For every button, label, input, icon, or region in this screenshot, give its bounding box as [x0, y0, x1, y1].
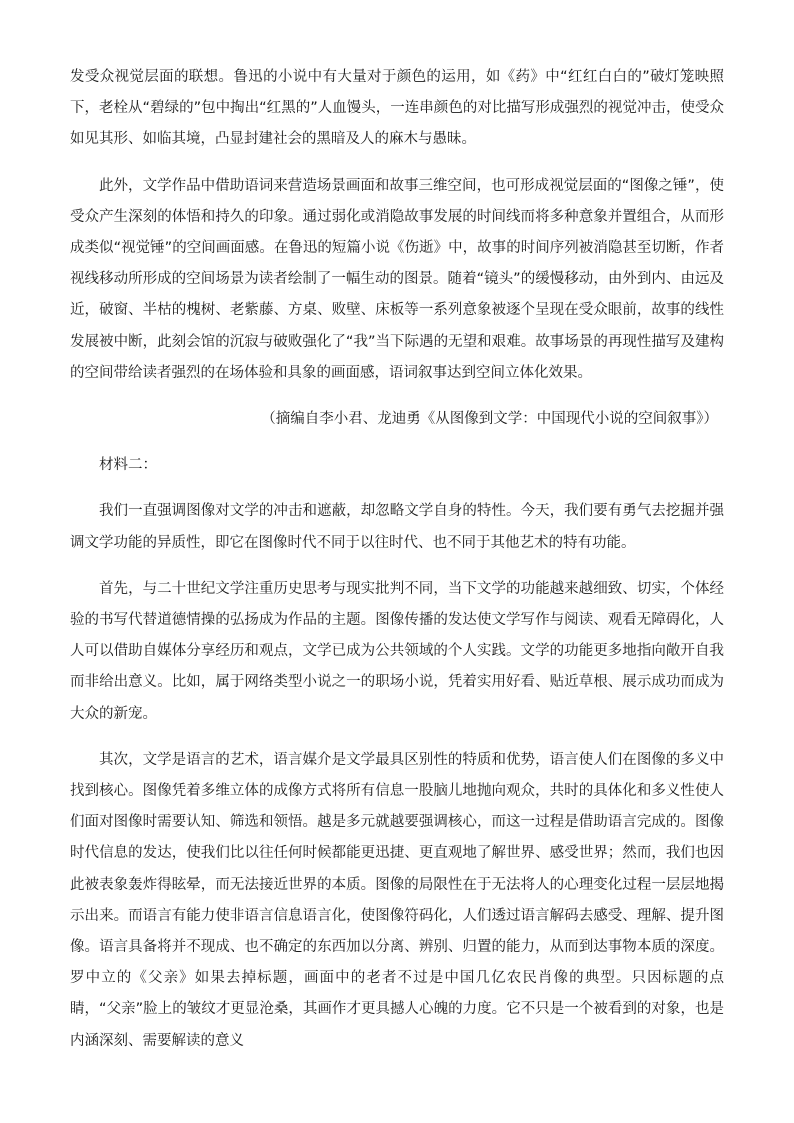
paragraph-continuation: 发受众视觉层面的联想。鲁迅的小说中有大量对于颜色的运用，如《药》中“红红白白的”破灯笼映照下，老栓从“碧绿的”包中掏出“红黑的”人血馒头，一连串颜色的对比描写形成强烈的视觉冲击，使受众如见其形、如临其境，凸显封建社会的黑暗及人的麻木与愚昧。 [70, 69, 724, 148]
source-citation: （摘编自李小君、龙迪勇《从图像到文学：中国现代小说的空间叙事》） [261, 411, 718, 428]
paragraph-intro-material-two: 我们一直强调图像对文学的冲击和遮蔽，却忽略文学自身的特性。今天，我们要有勇气去挖掘并强调文学功能的异质性，即它在图像时代不同于以往时代、也不同于其他艺术的特有功能。 [70, 503, 724, 551]
material-two-heading: 材料二： [99, 457, 157, 474]
paragraph-first-point: 首先，与二十世纪文学注重历史思考与现实批判不同，当下文学的功能越来越细致、切实，个体经验的书写代替道德情操的弘扬成为作品的主题。图像传播的发达使文学写作与阅读、观看无障碍化，人人可以借助自媒体分享经历和观点，文学已成为公共领域的个人实践。文学的功能更多地指向敞开自我而非给出意义。比如，属于网络类型小说之一的职场小说，凭着实用好看、贴近草根、展示成功而成为大众的新宠。 [70, 580, 724, 722]
paragraph-visual-space: 此外，文学作品中借助语词来营造场景画面和故事三维空间，也可形成视觉层面的“图像之锤”，使受众产生深刻的体悟和持久的印象。通过弱化或消隐故事发展的时间线而将多种意象并置组合，从而形成类似“视觉锤”的空间画面感。在鲁迅的短篇小说《伤逝》中，故事的时间序列被消隐甚至切断，作者视线移动所形成的空间场景为读者绘制了一幅生动的图景。随着“镜头”的缓慢移动，由外到内、由远及近，破窗、半枯的槐树、老紫藤、方桌、败壁、床板等一系列意象被逐个呈现在受众眼前，故事的线性发展被中断，此刻会馆的沉寂与破败强化了“我”当下际遇的无望和艰难。故事场景的再现性描写及建构的空间带给读者强烈的在场体验和具象的画面感，语词叙事达到空间立体化效果。 [70, 177, 724, 381]
paragraph-second-point: 其次，文学是语言的艺术，语言媒介是文学最具区别性的特质和优势，语言使人们在图像的多义中找到核心。图像凭着多维立体的成像方式将所有信息一股脑儿地抛向观众，共时的具体化和多义性使人们面对图像时需要认知、筛选和领悟。越是多元就越要强调核心，而这一过程是借助语言完成的。图像时代信息的发达，使我们比以往任何时候都能更迅捷、更直观地了解世界、感受世界；然而，我们也因此被表象轰炸得眩晕，而无法接近世界的本质。图像的局限性在于无法将人的心理变化过程一层层地揭示出来。而语言有能力使非语言信息语言化，使图像符码化，人们透过语言解码去感受、理解、提升图像。语言具备将并不现成、也不确定的东西加以分离、辨别、归置的能力，从而到达事物本质的深度。罗中立的《父亲》如果去掉标题，画面中的老者不过是中国几亿农民肖像的典型。只因标题的点睛，“父亲”脸上的皱纹才更显沧桑，其画作才更具撼人心魄的力度。它不只是一个被看到的对象，也是内涵深刻、需要解读的意义 [70, 751, 724, 1049]
document-page [70, 62, 724, 1057]
